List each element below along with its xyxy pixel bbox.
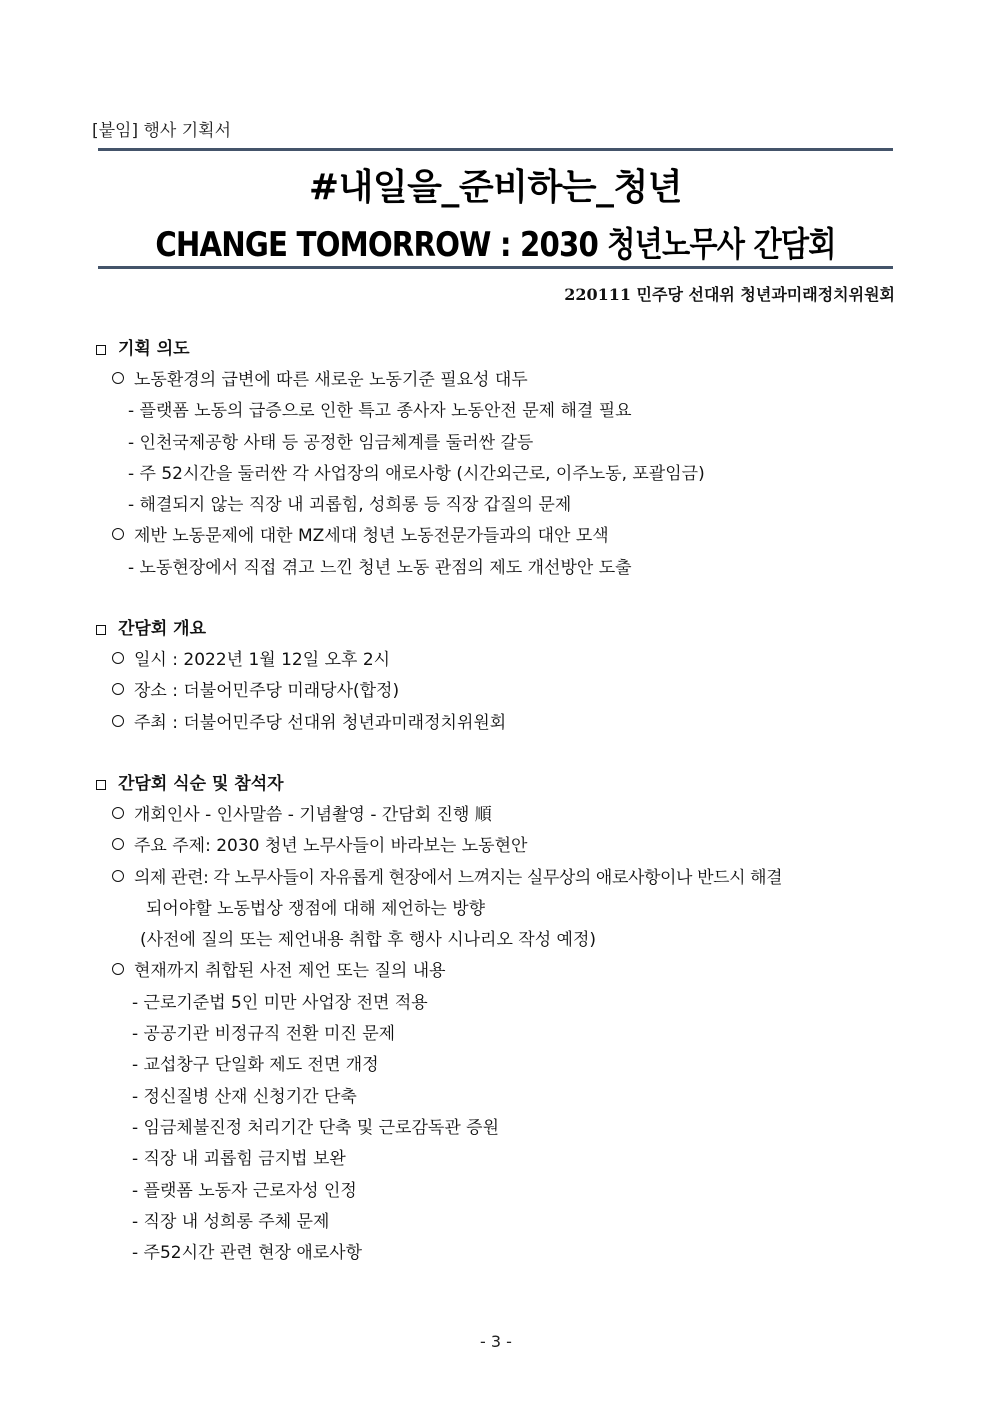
circle-bullet-icon	[112, 870, 124, 882]
bullet-item	[96, 863, 906, 894]
sub-item: - 주 52시간을 둘러싼 각 사업장의 애로사항 (시간외근로, 이주노동, 포괄임금)	[128, 463, 705, 484]
section-heading	[96, 614, 906, 645]
sub-item: - 직장 내 성희롱 주체 문제	[132, 1211, 330, 1232]
sub-item: - 노동현장에서 직접 겪고 느낀 청년 노동 관점의 제도 개선방안 도출	[128, 557, 632, 578]
bullet-item	[96, 956, 906, 987]
circle-bullet-icon	[112, 372, 124, 384]
bullet-item	[96, 521, 906, 552]
section-heading-text: 기획 의도	[118, 339, 190, 359]
organizer-line: 220111 민주당 선대위 청년과미래정치위원회	[564, 285, 895, 304]
checkbox-square-icon	[96, 345, 106, 355]
sub-item: - 인천국제공항 사태 등 공정한 임금체계를 둘러싼 갈등	[128, 432, 534, 453]
bullet-text: 의제 관련: 각 노무사들이 자유롭게 현장에서 느껴지는 실무상의 애로사항이나 반드시 해결	[134, 867, 783, 888]
attachment-label: [붙임] 행사 기획서	[92, 121, 232, 141]
sub-item: - 정신질병 산재 신청기간 단축	[132, 1086, 357, 1107]
title-line-1: #내일을_준비하는_청년	[308, 167, 683, 208]
bullet-text: 장소 : 더불어민주당 미래당사(합정)	[134, 681, 400, 702]
title-box	[98, 148, 893, 269]
bullet-text: 제반 노동문제에 대한 MZ세대 청년 노동전문가들과의 대안 모색	[134, 526, 609, 547]
sub-item: - 해결되지 않는 직장 내 괴롭힘, 성희롱 등 직장 갑질의 문제	[128, 495, 572, 516]
bullet-text: 일시 : 2022년 1월 12일 오후 2시	[134, 650, 391, 670]
section-purpose	[96, 334, 906, 584]
sub-item: - 주52시간 관련 현장 애로사항	[132, 1243, 363, 1264]
sub-item: - 근로기준법 5인 미만 사업장 전면 적용	[132, 992, 428, 1013]
bullet-item	[96, 365, 906, 396]
bullet-text: 주요 주제: 2030 청년 노무사들이 바라보는 노동현안	[134, 836, 528, 857]
section-program	[96, 769, 906, 1269]
sub-item: - 공공기관 비정규직 전환 미진 문제	[132, 1024, 396, 1045]
checkbox-square-icon	[96, 625, 106, 635]
bullet-item	[96, 645, 906, 676]
bullet-item	[96, 708, 906, 739]
bullet-text: 현재까지 취합된 사전 제언 또는 질의 내용	[134, 961, 446, 982]
sub-item: - 플랫폼 노동의 급증으로 인한 특고 종사자 노동안전 문제 해결 필요	[128, 401, 632, 422]
sub-item: - 플랫폼 노동자 근로자성 인정	[132, 1180, 357, 1201]
bullet-text: 개회인사 - 인사말씀 - 기념촬영 - 간담회 진행 順	[134, 805, 492, 825]
section-heading-text: 간담회 식순 및 참석자	[118, 774, 284, 794]
bullet-note: (사전에 질의 또는 제언내용 취합 후 행사 시나리오 작성 예정)	[140, 930, 597, 951]
sub-item: - 직장 내 괴롭힘 금지법 보완	[132, 1149, 346, 1170]
section-heading	[96, 769, 906, 800]
circle-bullet-icon	[112, 652, 124, 664]
circle-bullet-icon	[112, 807, 124, 819]
circle-bullet-icon	[112, 528, 124, 540]
circle-bullet-icon	[112, 838, 124, 850]
bullet-text: 주최 : 더불어민주당 선대위 청년과미래정치위원회	[134, 712, 507, 733]
section-heading	[96, 334, 906, 365]
circle-bullet-icon	[112, 963, 124, 975]
sub-item: - 임금체불진정 처리기간 단축 및 근로감독관 증원	[132, 1117, 499, 1138]
bullet-text: 노동환경의 급변에 따른 새로운 노동기준 필요성 대두	[134, 370, 528, 390]
bullet-continuation: 되어야할 노동법상 쟁점에 대해 제언하는 방향	[146, 898, 486, 919]
circle-bullet-icon	[112, 683, 124, 695]
checkbox-square-icon	[96, 780, 106, 790]
sub-item: - 교섭창구 단일화 제도 전면 개정	[132, 1055, 379, 1076]
section-overview	[96, 614, 906, 739]
bullet-item	[96, 831, 906, 862]
circle-bullet-icon	[112, 715, 124, 727]
bullet-item	[96, 676, 906, 707]
bullet-item	[96, 800, 906, 831]
section-heading-text: 간담회 개요	[118, 619, 207, 639]
page-number: - 3 -	[480, 1332, 512, 1351]
title-line-2: CHANGE TOMORROW : 2030 청년노무사 간담회	[155, 225, 836, 265]
